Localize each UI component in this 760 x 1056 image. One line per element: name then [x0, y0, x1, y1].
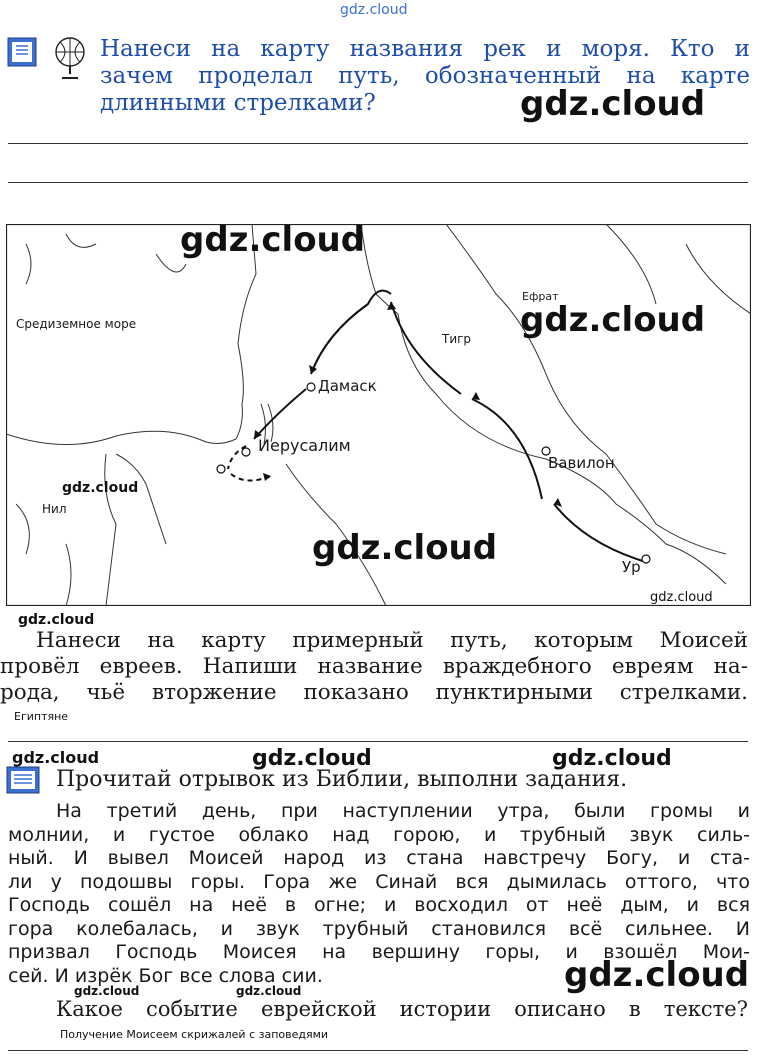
map-label-euphrates: Ефрат: [522, 290, 559, 303]
task2-line-3: рода, чьё вторжение показано пунктирными стрелками.: [0, 680, 748, 705]
map-label-nile: Нил: [42, 502, 67, 516]
book-globe-icon: [6, 34, 90, 84]
watermark: gdz.cloud: [312, 528, 498, 568]
task2-text: [0, 628, 748, 706]
watermark: gdz.cloud: [74, 984, 140, 998]
task3-heading: Прочитай отрывок из Библии, выполни задания.: [56, 767, 628, 792]
passage-line: На третий день, при наступлении утра, были громы и: [56, 800, 750, 822]
passage-line: призвал Господь Моисея на вершину горы, и взошёл Мои-: [8, 941, 750, 963]
answer-line: [8, 182, 748, 183]
watermark-top: gdz.cloud: [340, 2, 408, 18]
passage-line: ный. И вывел Моисей народ из стана навстречу Богу, и ста-: [8, 847, 750, 869]
map-label-damascus: Дамаск: [318, 377, 377, 395]
task1-icon-group: [6, 34, 90, 84]
watermark: gdz.cloud: [520, 84, 706, 124]
task1-line-1: Нанеси на карту названия рек и моря. Кто и: [100, 36, 750, 62]
task2-line-2: провёл евреев. Напиши название враждебного евреям на-: [0, 654, 748, 679]
task3-icon-group: [6, 766, 40, 794]
watermark: gdz.cloud: [18, 612, 95, 628]
watermark: gdz.cloud: [564, 955, 750, 995]
watermark: gdz.cloud: [12, 748, 100, 767]
passage-line: Господь сошёл на неё в огне; и восходил от неё дым, и вся: [8, 894, 750, 916]
watermark: gdz.cloud: [236, 984, 302, 998]
watermark: gdz.cloud: [62, 480, 139, 496]
map-label-sea: Средиземное море: [16, 317, 137, 331]
passage-line: гора колебалась, и звук трубный становился всё сильнее. И: [8, 917, 750, 940]
task2-line-1: Нанеси на карту примерный путь, которым Моисей: [36, 628, 748, 653]
answer-line: [8, 143, 748, 144]
map-label-babylon: Вавилон: [548, 454, 615, 472]
task3-question: Какое событие еврейской истории описано в тексте?: [56, 997, 748, 1021]
answer-line: [8, 1050, 748, 1051]
task1-line-3: длинными стрелками?: [100, 90, 376, 116]
task2-answer: Египтяне: [14, 710, 69, 723]
map: [6, 220, 751, 606]
map-label-ur: Ур: [622, 558, 641, 576]
book-icon: [6, 766, 40, 794]
task3-answer: Получение Моисеем скрижалей с заповедями: [60, 1028, 329, 1041]
map-label-jerusalem: Иерусалим: [258, 436, 351, 455]
passage-line: ли у подошвы горы. Гора же Синай вся дымилась оттого, что: [8, 870, 750, 893]
watermark: gdz.cloud: [252, 746, 372, 771]
watermark: gdz.cloud: [180, 220, 366, 260]
task1-line-2: зачем проделал путь, обозначенный на карте: [100, 63, 750, 89]
watermark: gdz.cloud: [552, 746, 672, 771]
passage-line: сей. И изрёк Бог все слова сии.: [8, 964, 323, 987]
passage-line: молнии, и густое облако над горою, и трубный звук силь-: [8, 823, 750, 846]
watermark: gdz.cloud: [520, 300, 706, 340]
watermark: gdz.cloud: [650, 590, 713, 605]
map-label-tigris: Тигр: [442, 332, 472, 346]
answer-line: [8, 741, 748, 742]
